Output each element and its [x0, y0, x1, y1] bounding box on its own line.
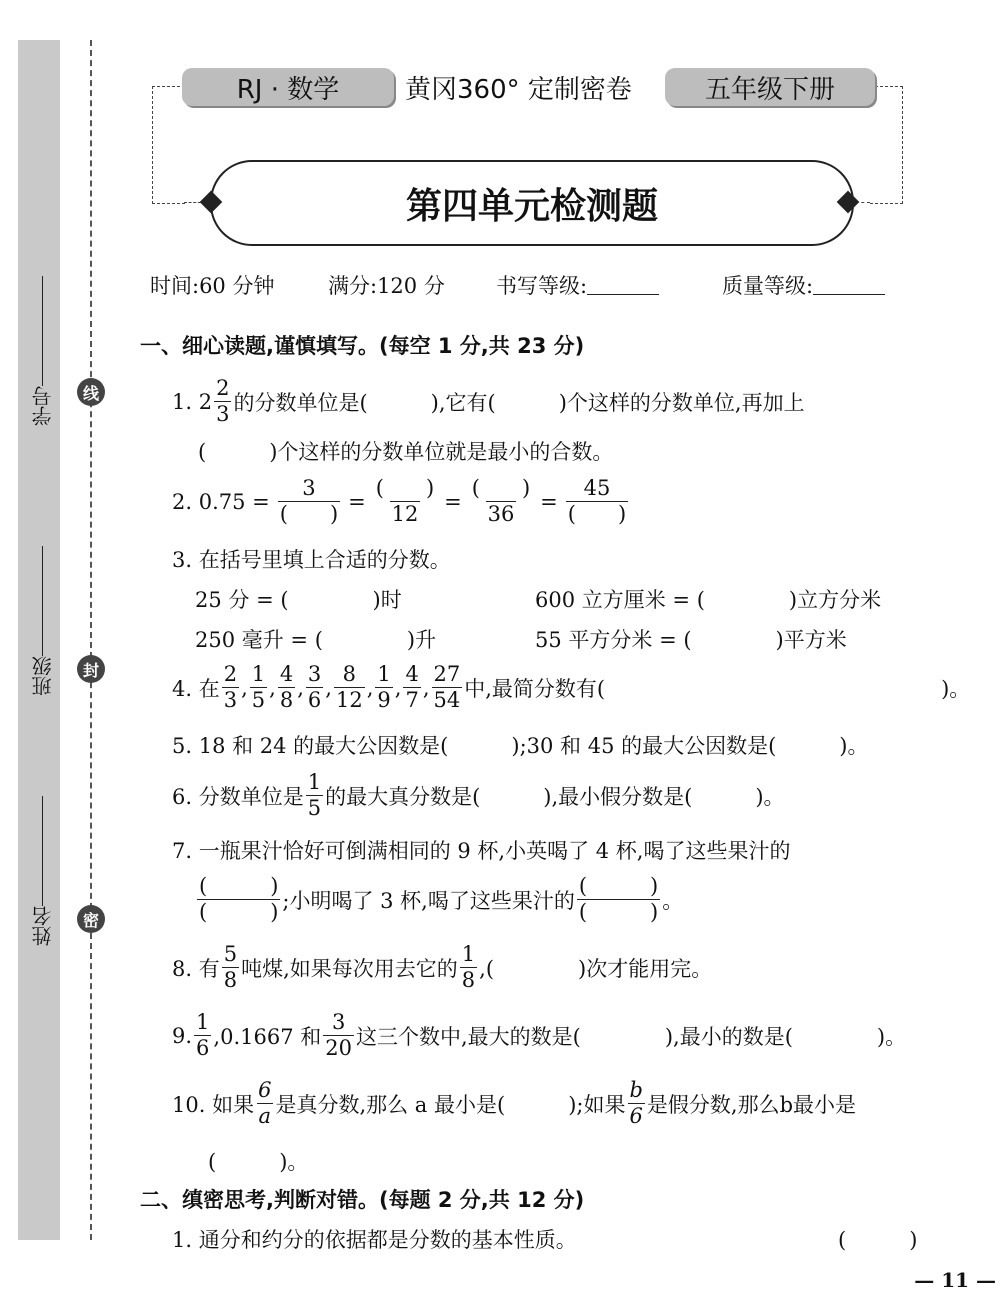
q4-fraction: $\frac{1}{5}$	[251, 662, 266, 712]
question-7: 7. 一瓶果汁恰好可倒满相同的 9 杯,小英喝了 4 杯,喝了这些果汁的	[172, 839, 791, 863]
q4-sep: ,	[422, 675, 430, 700]
section-2-title: 二、缜密思考,判断对错。(每题 2 分,共 12 分)	[140, 1188, 585, 1212]
quality-grade-label: 质量等级:	[722, 274, 814, 298]
time-info: 时间:60 分钟	[150, 274, 275, 298]
q2-fraction-3: $\frac{( )}{36}$	[471, 476, 531, 526]
name-blank[interactable]	[42, 796, 43, 906]
q4-tail: 中,最简分数有( )。	[464, 676, 971, 701]
q3-item-a: 25 分 = ( )时	[195, 588, 402, 612]
q4-fraction: $\frac{4}{7}$	[405, 662, 419, 712]
q1-number: 1. 2	[172, 389, 213, 414]
question-2	[172, 478, 636, 525]
score-info: 满分:120 分	[328, 274, 445, 298]
writing-grade-label: 书写等级:	[496, 274, 588, 298]
judge-answer-blank-1[interactable]: ( )	[838, 1228, 918, 1252]
question-8: 8. 有 $\frac{5}{8}$ 吨煤,如果每次用去它的 $\frac{1}{8}$ ,( )次才能用完。	[172, 942, 713, 992]
seal-seal-mark: 封	[77, 655, 105, 683]
class-blank[interactable]	[42, 546, 43, 656]
question-1	[172, 378, 805, 425]
header-bracket-right	[870, 86, 903, 204]
q10-fraction-1: $\frac{6}{a}$	[258, 1078, 272, 1128]
q10-fraction-2: $\frac{b}{6}$	[629, 1078, 643, 1128]
page-number: — 11 —	[914, 1268, 996, 1292]
q2-equals: =	[444, 489, 462, 514]
subject-badge: RJ · 数学	[182, 68, 394, 106]
seal-secret-mark: 密	[77, 905, 105, 933]
judge-question-1: 1. 通分和约分的依据都是分数的基本性质。	[172, 1228, 577, 1252]
question-3: 3. 在括号里填上合适的分数。	[172, 548, 451, 572]
q2-lead: 2. 0.75 =	[172, 489, 270, 514]
q8-fraction-1: $\frac{5}{8}$	[223, 942, 238, 992]
q6-fraction: $\frac{1}{5}$	[307, 770, 322, 820]
q3-item-c: 250 毫升 = ( )升	[195, 628, 437, 652]
grade-badge: 五年级下册	[665, 68, 875, 106]
header-bracket-left	[152, 86, 185, 204]
q4-sep: ,	[297, 675, 304, 700]
q4-fraction: $\frac{4}{8}$	[279, 662, 294, 712]
seal-line-mark: 线	[77, 378, 105, 406]
cut-line	[90, 40, 92, 1240]
question-10-cont: ( )。	[208, 1150, 309, 1174]
q4-sep: ,	[366, 675, 374, 700]
q2-equals: =	[348, 489, 366, 514]
q3-item-d: 55 平方分米 = ( )平方米	[535, 628, 847, 652]
q4-fraction: $\frac{2}{3}$	[223, 662, 238, 712]
q4-lead: 4. 在	[172, 676, 220, 701]
student-id-label: 学号	[30, 386, 55, 426]
q9-fraction-2: $\frac{3}{20}$	[325, 1010, 352, 1060]
quality-grade	[722, 270, 885, 300]
class-field	[22, 540, 62, 696]
writing-grade	[496, 270, 659, 300]
question-7-cont: $\frac{( )}{( )}$ ;小明喝了 3 杯,喝了这些果汁的 $\frac{( )}{( )}$ 。	[199, 874, 684, 924]
name-label: 姓名	[30, 906, 55, 946]
q4-fraction: $\frac{27}{54}$	[433, 662, 461, 712]
q1-text: 的分数单位是( ),它有( )个这样的分数单位,再加上	[233, 390, 805, 415]
question-5: 5. 18 和 24 的最大公因数是( );30 和 45 的最大公因数是( )。	[172, 734, 869, 758]
class-label: 班级	[30, 656, 55, 696]
section-1-title: 一、细心读题,谨慎填写。(每空 1 分,共 23 分)	[140, 334, 585, 358]
question-10: 10. 如果 $\frac{6}{a}$ 是真分数,那么 a 最小是( );如果 $\frac{b}{6}$ 是假分数,那么b最小是	[172, 1078, 857, 1128]
q4-fraction: $\frac{8}{12}$	[335, 662, 363, 712]
q4-sep: ,	[241, 675, 248, 700]
q7-blank-fraction-2[interactable]: $\frac{( )}{( )}$	[578, 874, 659, 924]
q9-fraction-1: $\frac{1}{6}$	[196, 1010, 210, 1060]
q2-fraction-1: $\frac{3}{( )}$	[279, 476, 339, 526]
q3-item-b: 600 立方厘米 = ( )立方分米	[535, 588, 882, 612]
quality-grade-blank[interactable]	[813, 276, 885, 295]
q4-sep: ,	[394, 675, 402, 700]
question-9: 9. $\frac{1}{6}$ ,0.1667 和 $\frac{3}{20}$ 这三个数中,最大的数是( ),最小的数是( )。	[172, 1010, 907, 1060]
q4-fraction: $\frac{3}{6}$	[307, 662, 322, 712]
student-id-blank[interactable]	[42, 276, 43, 386]
q2-fraction-4: $\frac{45}{( )}$	[567, 476, 627, 526]
student-id-field	[22, 270, 62, 426]
q2-equals: =	[540, 489, 558, 514]
question-1-cont: ( )个这样的分数单位就是最小的合数。	[198, 440, 614, 464]
page-title: 第四单元检测题	[210, 160, 854, 246]
q4-fraction: $\frac{1}{9}$	[377, 662, 391, 712]
name-field	[22, 790, 62, 946]
writing-grade-blank[interactable]	[587, 276, 659, 295]
q8-fraction-2: $\frac{1}{8}$	[461, 942, 476, 992]
q7-blank-fraction-1[interactable]: $\frac{( )}{( )}$	[199, 874, 279, 924]
series-title: 黄冈360° 定制密卷	[405, 74, 632, 105]
question-4	[172, 664, 970, 711]
q4-sep: ,	[325, 675, 332, 700]
q2-fraction-2: $\frac{( )}{12}$	[375, 476, 435, 526]
q4-sep: ,	[269, 675, 276, 700]
question-6: 6. 分数单位是 $\frac{1}{5}$ 的最大真分数是( ),最小假分数是( )。	[172, 770, 785, 820]
q1-fraction: $\frac{2}{3}$	[216, 376, 230, 426]
